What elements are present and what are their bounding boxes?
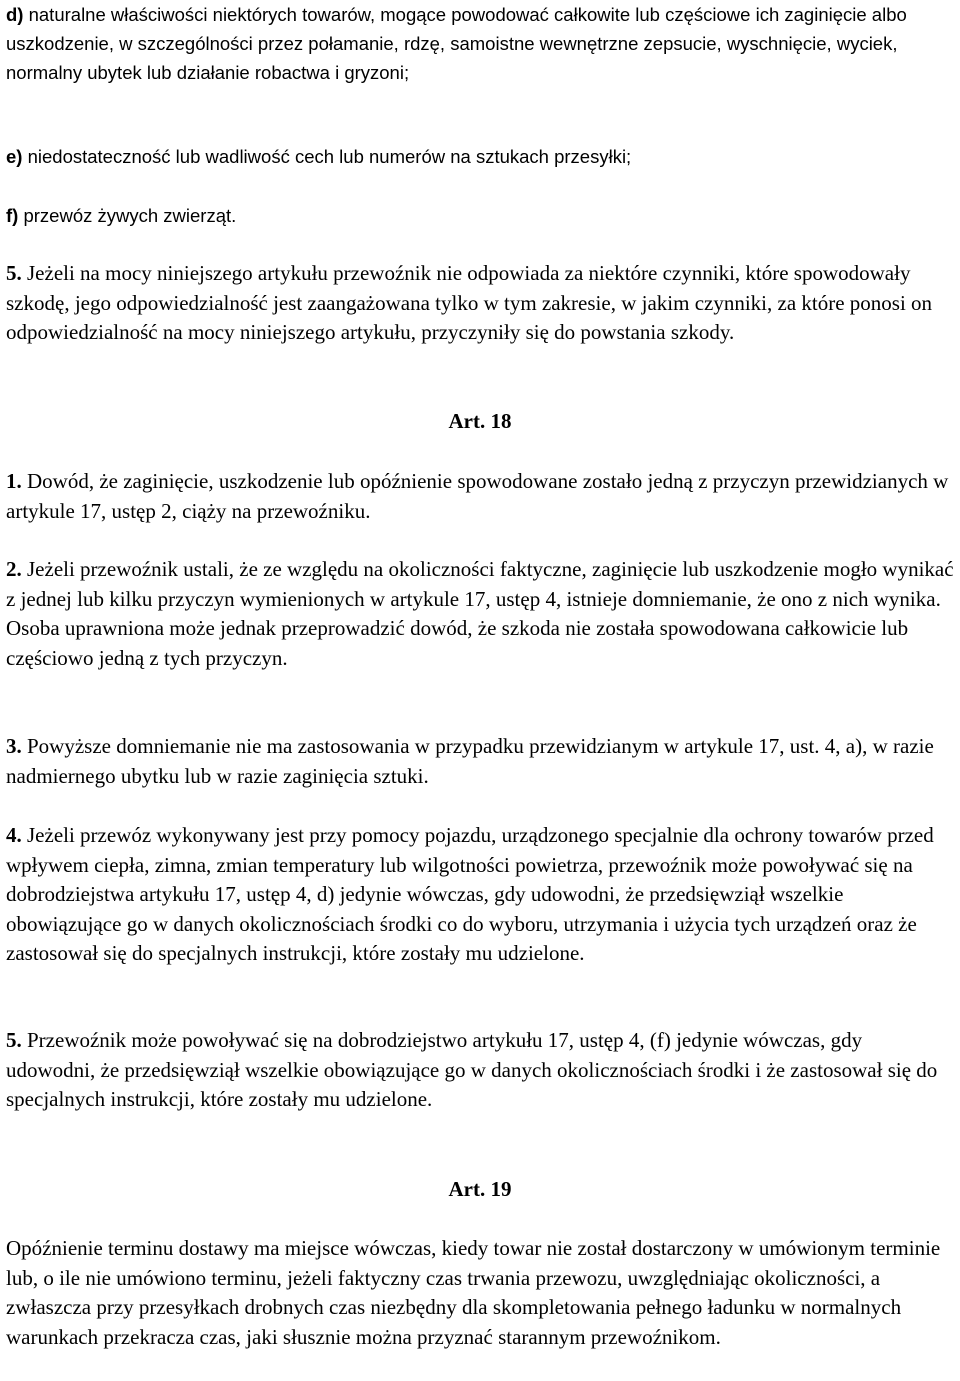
lit-d-text: naturalne właściwości niektórych towarów, mogące powodować całkowite lub częściowe ich zaginięcie albo uszkodzenie, w szczególności przez połamanie, rdzę, samoistne wewnętrzne zepsucie, wyschnięcie, wyciek, normalny ubytek lub działanie robactwa i gryzoni; [6,4,907,83]
paragraph-art17-5 [6,259,956,348]
art18-p5-marker: 5. [6,1028,22,1052]
paragraph-lit-e [6,142,956,171]
art18-p2-text: Jeżeli przewoźnik ustali, że ze względu na okoliczności faktyczne, zaginięcie lub uszkodzenie mogło wynikać z jednej lub kilku przyczyn wymienionych w artykule 17, ustęp 4, istnieje domniemanie, że ono z nich wynika. Osoba uprawniona może jednak przeprowadzić dowód, że szkoda nie została spowodowana całkowicie lub częściowo jedną z tych przyczyn. [6,557,954,670]
art18-p2-marker: 2. [6,557,22,581]
paragraph-art18-3 [6,732,956,791]
lit-d-marker: d) [6,4,24,25]
art18-p5-text: Przewoźnik może powoływać się na dobrodziejstwo artykułu 17, ustęp 4, (f) jedynie wówczas, gdy udowodni, że przedsięwziął wszelkie obowiązujące go w danych okolicznościach środki i że zastosował się do specjalnych instrukcji, które zostały mu udzielone. [6,1028,938,1112]
paragraph-art19: Opóźnienie terminu dostawy ma miejsce wówczas, kiedy towar nie został dostarczony w umówionym terminie lub, o ile nie umówiono terminu, jeżeli faktyczny czas trwania przewozu, uwzględniając okoliczności, a zwłaszcza przy przesyłkach drobnych czas niezbędny dla skompletowania pełnego ładunku w normalnych warunkach przekracza czas, jaki słusznie można przyznać starannym przewoźnikom. [6,1236,941,1349]
art18-p4-text: Jeżeli przewóz wykonywany jest przy pomocy pojazdu, urządzonego specjalnie dla ochrony towarów przed wpływem ciepła, zimna, zmian temperatury lub wilgotności powietrza, przewoźnik może powoływać się na dobrodziejstwa artykułu 17, ustęp 4, d) jedynie wówczas, gdy udowodni, że przedsięwziął wszelkie obowiązujące go w danych okolicznościach środki co do wyboru, utrzymania i użycia tych urządzeń oraz że zastosował się do specjalnych instrukcji, które zostały mu udzielone. [6,823,934,966]
paragraph-art18-2 [6,555,956,673]
paragraph-art18-1 [6,467,956,526]
paragraph-lit-d [6,0,956,87]
art18-p1-text: Dowód, że zaginięcie, uszkodzenie lub opóźnienie spowodowane zostało jedną z przyczyn przewidzianych w artykule 17, ustęp 2, ciąży na przewoźniku. [6,469,949,523]
lit-f-text: przewóz żywych zwierząt. [18,205,237,226]
art18-p3-marker: 3. [6,734,22,758]
article-19-heading: Art. 19 [448,1177,512,1201]
art17-p5-marker: 5. [6,261,22,285]
paragraph-art18-4 [6,821,956,969]
article-18-heading: Art. 18 [448,409,512,433]
art18-p3-text: Powyższe domniemanie nie ma zastosowania w przypadku przewidzianym w artykule 17, ust. 4, a), w razie nadmiernego ubytku lub w razie zaginięcia sztuki. [6,734,934,788]
lit-e-text: niedostateczność lub wadliwość cech lub numerów na sztukach przesyłki; [22,146,632,167]
lit-e-marker: e) [6,146,23,167]
paragraph-art18-5 [6,1026,956,1115]
lit-f-marker: f) [6,205,19,226]
paragraph-lit-f [6,201,956,230]
art18-p1-marker: 1. [6,469,22,493]
art18-p4-marker: 4. [6,823,22,847]
art17-p5-text: Jeżeli na mocy niniejszego artykułu przewoźnik nie odpowiada za niektóre czynniki, które spowodowały szkodę, jego odpowiedzialność jest zaangażowana tylko w tym zakresie, w jakim czynniki, za które ponosi on odpowiedzialność na mocy niniejszego artykułu, przyczyniły się do powstania szkody. [6,261,933,345]
